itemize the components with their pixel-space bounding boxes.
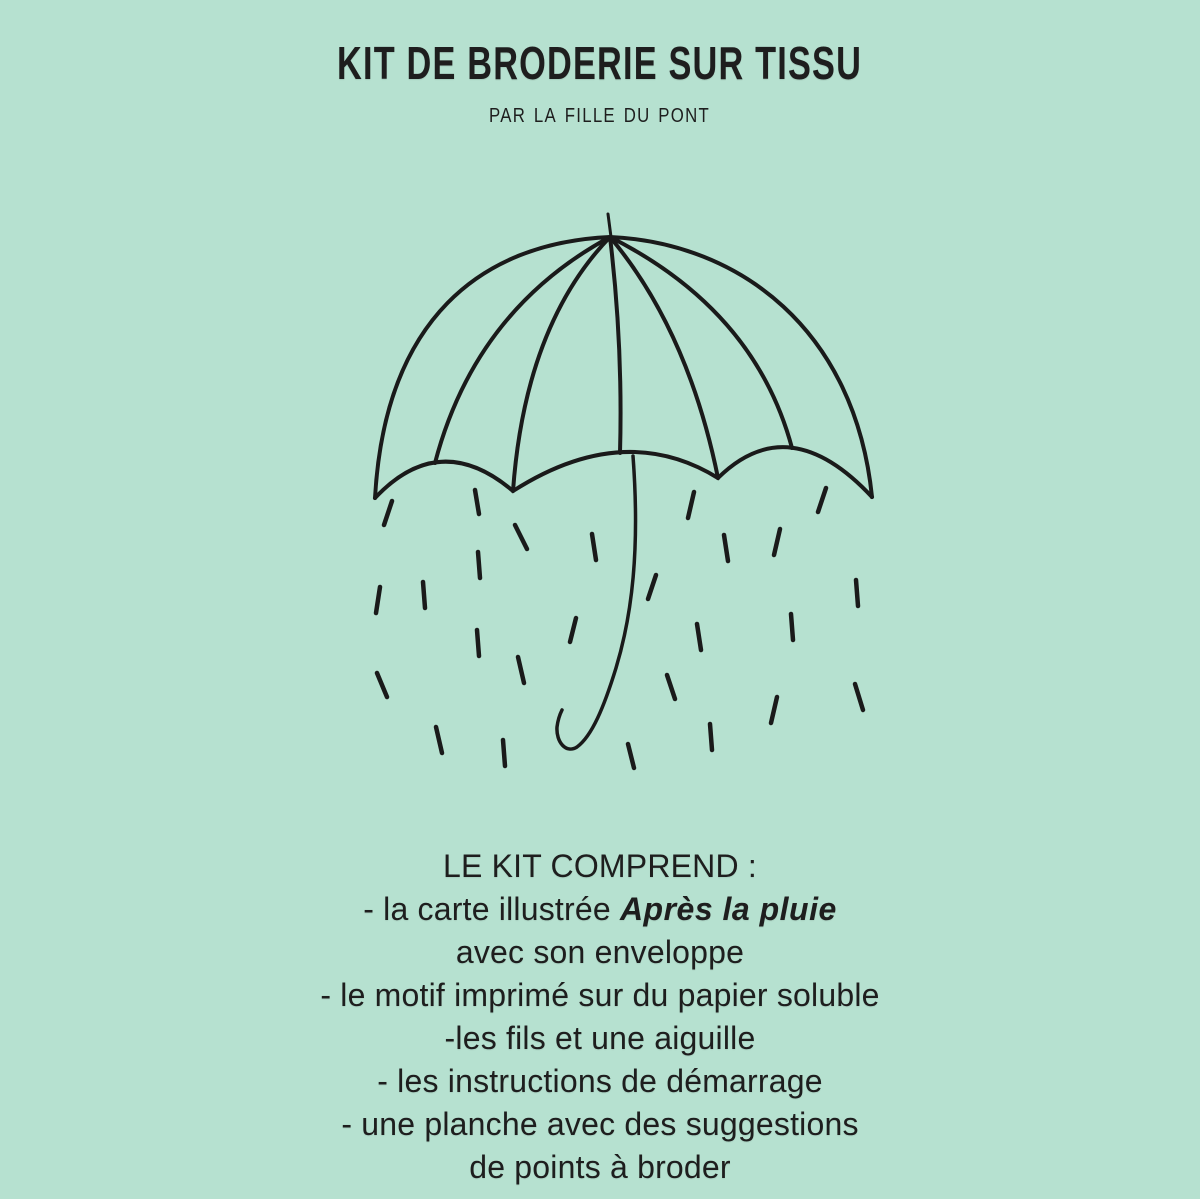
rain-dash <box>710 724 712 750</box>
kit-contents-line: - les instructions de démarrage <box>377 1063 823 1099</box>
umbrella-rib <box>610 237 621 453</box>
umbrella-canopy-left-edge <box>375 237 610 498</box>
rain-dash <box>475 490 479 514</box>
umbrella-handle <box>557 456 636 749</box>
rain-dash <box>570 618 576 642</box>
kit-contents-line: -les fils et une aiguille <box>444 1020 756 1056</box>
rain-dash <box>688 492 694 518</box>
umbrella-scalloped-edge <box>375 447 872 498</box>
rain-dashes <box>376 488 863 768</box>
rain-dash <box>592 534 596 560</box>
rain-dash <box>384 501 392 525</box>
umbrella-rib <box>610 237 718 478</box>
rain-dash <box>518 657 524 683</box>
rain-dash <box>628 744 634 768</box>
rain-dash <box>856 580 858 606</box>
byline-text: par la fille du pont <box>489 97 711 128</box>
kit-item-card-title: Après la pluie <box>619 891 837 927</box>
rain-dash <box>423 582 425 608</box>
rain-dash <box>515 525 527 549</box>
rain-dash <box>771 697 777 723</box>
kit-contents-line: avec son enveloppe <box>455 934 745 970</box>
kit-contents-line: de points à broder <box>469 1149 731 1185</box>
rain-dash <box>478 552 480 578</box>
kit-contents-block <box>0 845 1200 1189</box>
kit-contents-line: - le motif imprimé sur du papier soluble <box>320 977 880 1013</box>
rain-dash <box>477 630 479 656</box>
rain-dash <box>724 535 728 561</box>
rain-dash <box>791 614 793 640</box>
kit-contents-line <box>0 888 1200 931</box>
rain-dash <box>667 675 675 699</box>
rain-dash <box>648 575 656 599</box>
rain-dash <box>774 529 780 555</box>
rain-dash <box>503 740 505 766</box>
kit-contents-heading: LE KIT COMPREND : <box>443 848 757 884</box>
rain-dash <box>855 684 863 710</box>
page-title-text: KIT DE BRODERIE SUR TISSU <box>337 37 863 90</box>
rain-dash <box>697 624 701 650</box>
rain-dash <box>436 727 442 753</box>
kit-item-text: - la carte illustrée <box>363 891 620 927</box>
umbrella-drawing <box>375 214 872 749</box>
kit-contents-line: - une planche avec des suggestions <box>341 1106 859 1142</box>
rain-dash <box>376 587 380 613</box>
rain-dash <box>377 673 387 697</box>
rain-dash <box>818 488 826 512</box>
umbrella-tip <box>608 214 611 237</box>
umbrella-rib <box>513 237 610 491</box>
